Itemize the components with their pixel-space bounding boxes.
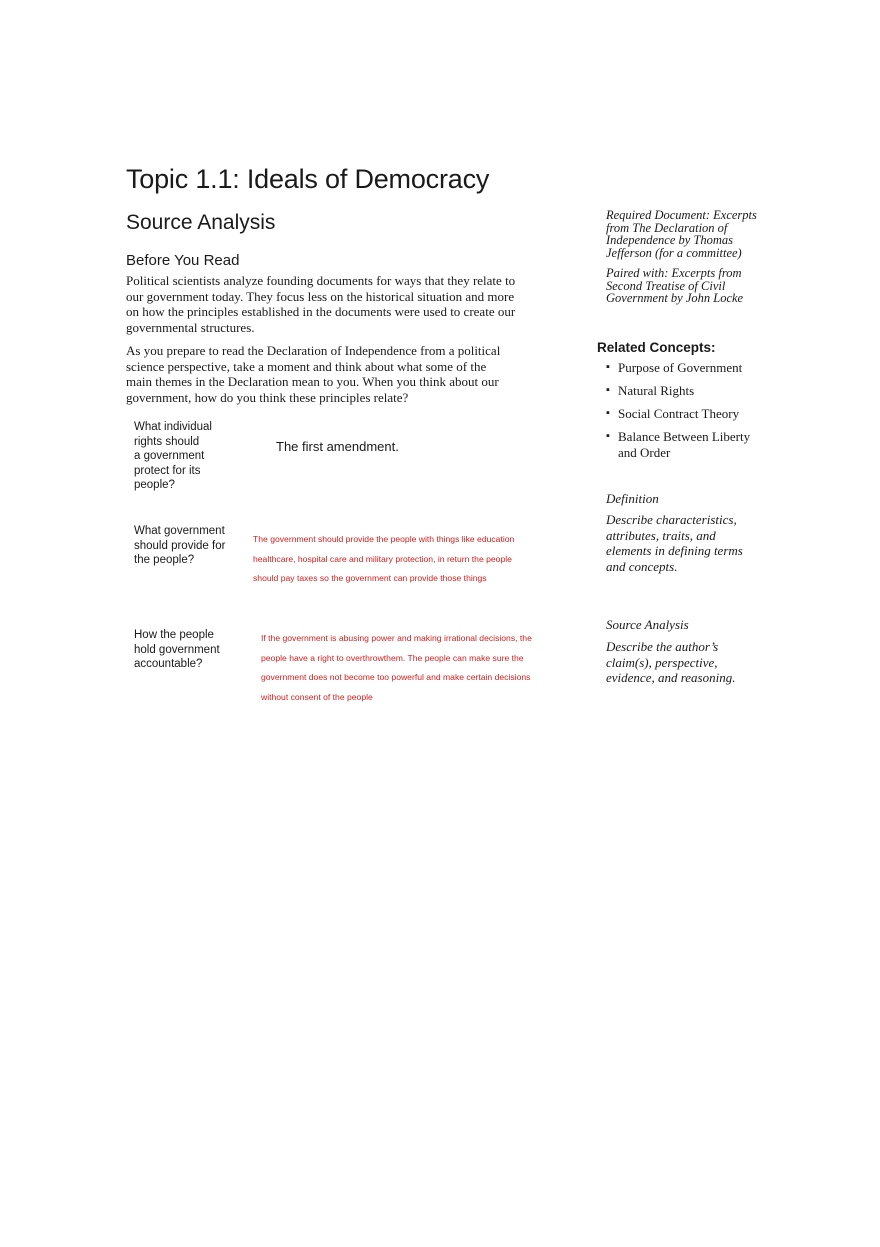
answer-government-provide[interactable]: The government should provide the people with things like education healthcare, hospital care and military protection, in return the people should pay taxes so the government can provide those things [253, 534, 515, 583]
question-individual-rights: What individual rights should a government protect for its people? [134, 421, 212, 491]
subsection-heading: Before You Read [126, 252, 240, 269]
answer-individual-rights[interactable]: The first amendment. [276, 439, 399, 454]
source-analysis-heading: Source Analysis [606, 617, 689, 632]
list-item: ▪ Balance Between Liberty and Order [606, 429, 786, 460]
list-item: ▪ Natural Rights [606, 383, 786, 399]
list-item: ▪ Purpose of Government [606, 360, 786, 376]
intro-paragraph-2: As you prepare to read the Declaration of Independence from a political science perspective, take a moment and think about what some of the main themes in the Declaration mean to you. When you think about our government, how do you think these principles relate? [126, 343, 501, 405]
section-heading: Source Analysis [126, 211, 276, 234]
list-item: ▪ Social Contract Theory [606, 406, 786, 422]
question-government-provide: What government should provide for the people? [134, 525, 226, 566]
required-document-note: Required Document: Excerpts from The Declaration of Independence by Thomas Jefferson (for a committee) [606, 208, 757, 260]
intro-paragraph-1: Political scientists analyze founding documents for ways that they relate to our government today. They focus less on the historical situation and more on how the principles established in the documents were used to create our governmental structures. [126, 273, 516, 335]
definition-heading: Definition [606, 491, 659, 506]
related-concepts-heading: Related Concepts: [597, 340, 716, 355]
page-title: Topic 1.1: Ideals of Democracy [126, 164, 490, 194]
answer-hold-accountable[interactable]: If the government is abusing power and making irrational decisions, the people have a right to overthrowthem. The people can make sure the government does not become too powerful and make certain decisions without consent of the people [261, 633, 532, 702]
source-analysis-text: Describe the author’s claim(s), perspective, evidence, and reasoning. [606, 639, 736, 685]
question-hold-accountable: How the people hold government accountable? [134, 629, 220, 670]
definition-text: Describe characteristics, attributes, traits, and elements in defining terms and concepts. [606, 512, 743, 574]
related-concepts-list [606, 360, 786, 468]
paired-with-note: Paired with: Excerpts from Second Treatise of Civil Government by John Locke [606, 266, 744, 305]
